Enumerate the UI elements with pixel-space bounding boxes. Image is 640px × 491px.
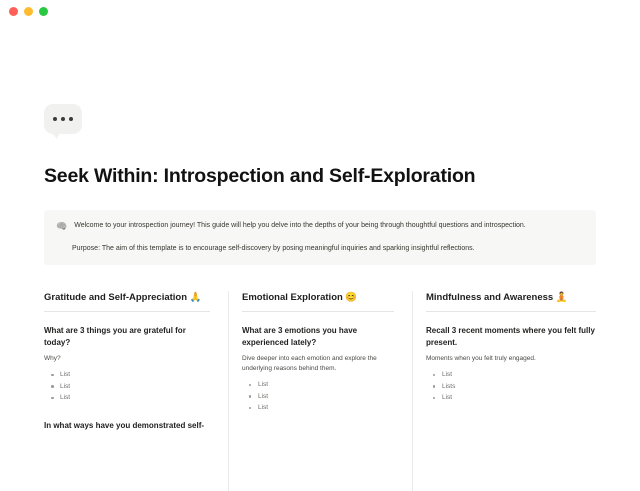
maximize-window-button[interactable] [39,7,48,16]
column-title-mindfulness[interactable]: Mindfulness and Awareness 🧘 [426,291,596,312]
page-icon[interactable] [44,104,82,142]
question-mindfulness-1[interactable]: Recall 3 recent moments where you felt fully present. [425,326,595,347]
list-item[interactable]: List [258,391,394,403]
list-item[interactable]: List [60,392,210,404]
list-item[interactable]: List [258,379,394,391]
speech-bubble-icon [44,104,82,134]
bubble-dot-1 [53,117,58,122]
column-title-gratitude[interactable]: Gratitude and Self-Appreciation 🙏 [44,291,210,312]
minimize-window-button[interactable] [24,7,33,16]
question-emotional-1[interactable]: What are 3 emotions you have experienced lately? [241,326,358,347]
intro-callout [44,210,596,265]
three-column-layout [44,291,596,431]
document-page [0,104,640,431]
bullet-list-gratitude-1 [44,369,210,404]
list-item[interactable]: Lists [442,381,596,393]
list-item[interactable]: List [442,369,596,381]
brain-icon: 🧠 [56,221,68,231]
column-emotional [228,291,412,431]
list-item[interactable]: List [60,381,210,393]
window-titlebar [0,0,640,22]
subtext-mindfulness-1[interactable]: Moments when you felt truly engaged. [425,355,536,362]
question-gratitude-2[interactable]: In what ways have you demonstrated self- [44,420,205,430]
column-gratitude [44,291,228,431]
list-item[interactable]: List [258,402,394,414]
question-gratitude-1[interactable]: What are 3 things you are grateful for today? [44,326,186,347]
bullet-list-mindfulness-1 [426,369,596,404]
page-title[interactable]: Seek Within: Introspection and Self-Exploration [44,165,476,187]
column-divider-2 [412,291,413,491]
bubble-dot-2 [61,117,66,122]
bullet-list-emotional-1 [242,379,394,414]
column-divider-1 [228,291,229,491]
list-item[interactable]: List [60,369,210,381]
bubble-dot-3 [69,117,74,122]
subtext-gratitude-1[interactable]: Why? [44,355,61,362]
column-mindfulness [412,291,596,431]
column-title-emotional[interactable]: Emotional Exploration 😊 [242,291,394,312]
close-window-button[interactable] [9,7,18,16]
list-item[interactable]: List [442,392,596,404]
callout-intro-text: Welcome to your introspection journey! This guide will help you delve into the depths of your being through thoughtful questions and introspection. [74,222,526,229]
callout-purpose-text: Purpose: The aim of this template is to encourage self-discovery by posing meaningful inquiries and sparking insightful reflections. [72,245,475,252]
subtext-emotional-1[interactable]: Dive deeper into each emotion and explore the underlying reasons behind them. [241,355,377,372]
